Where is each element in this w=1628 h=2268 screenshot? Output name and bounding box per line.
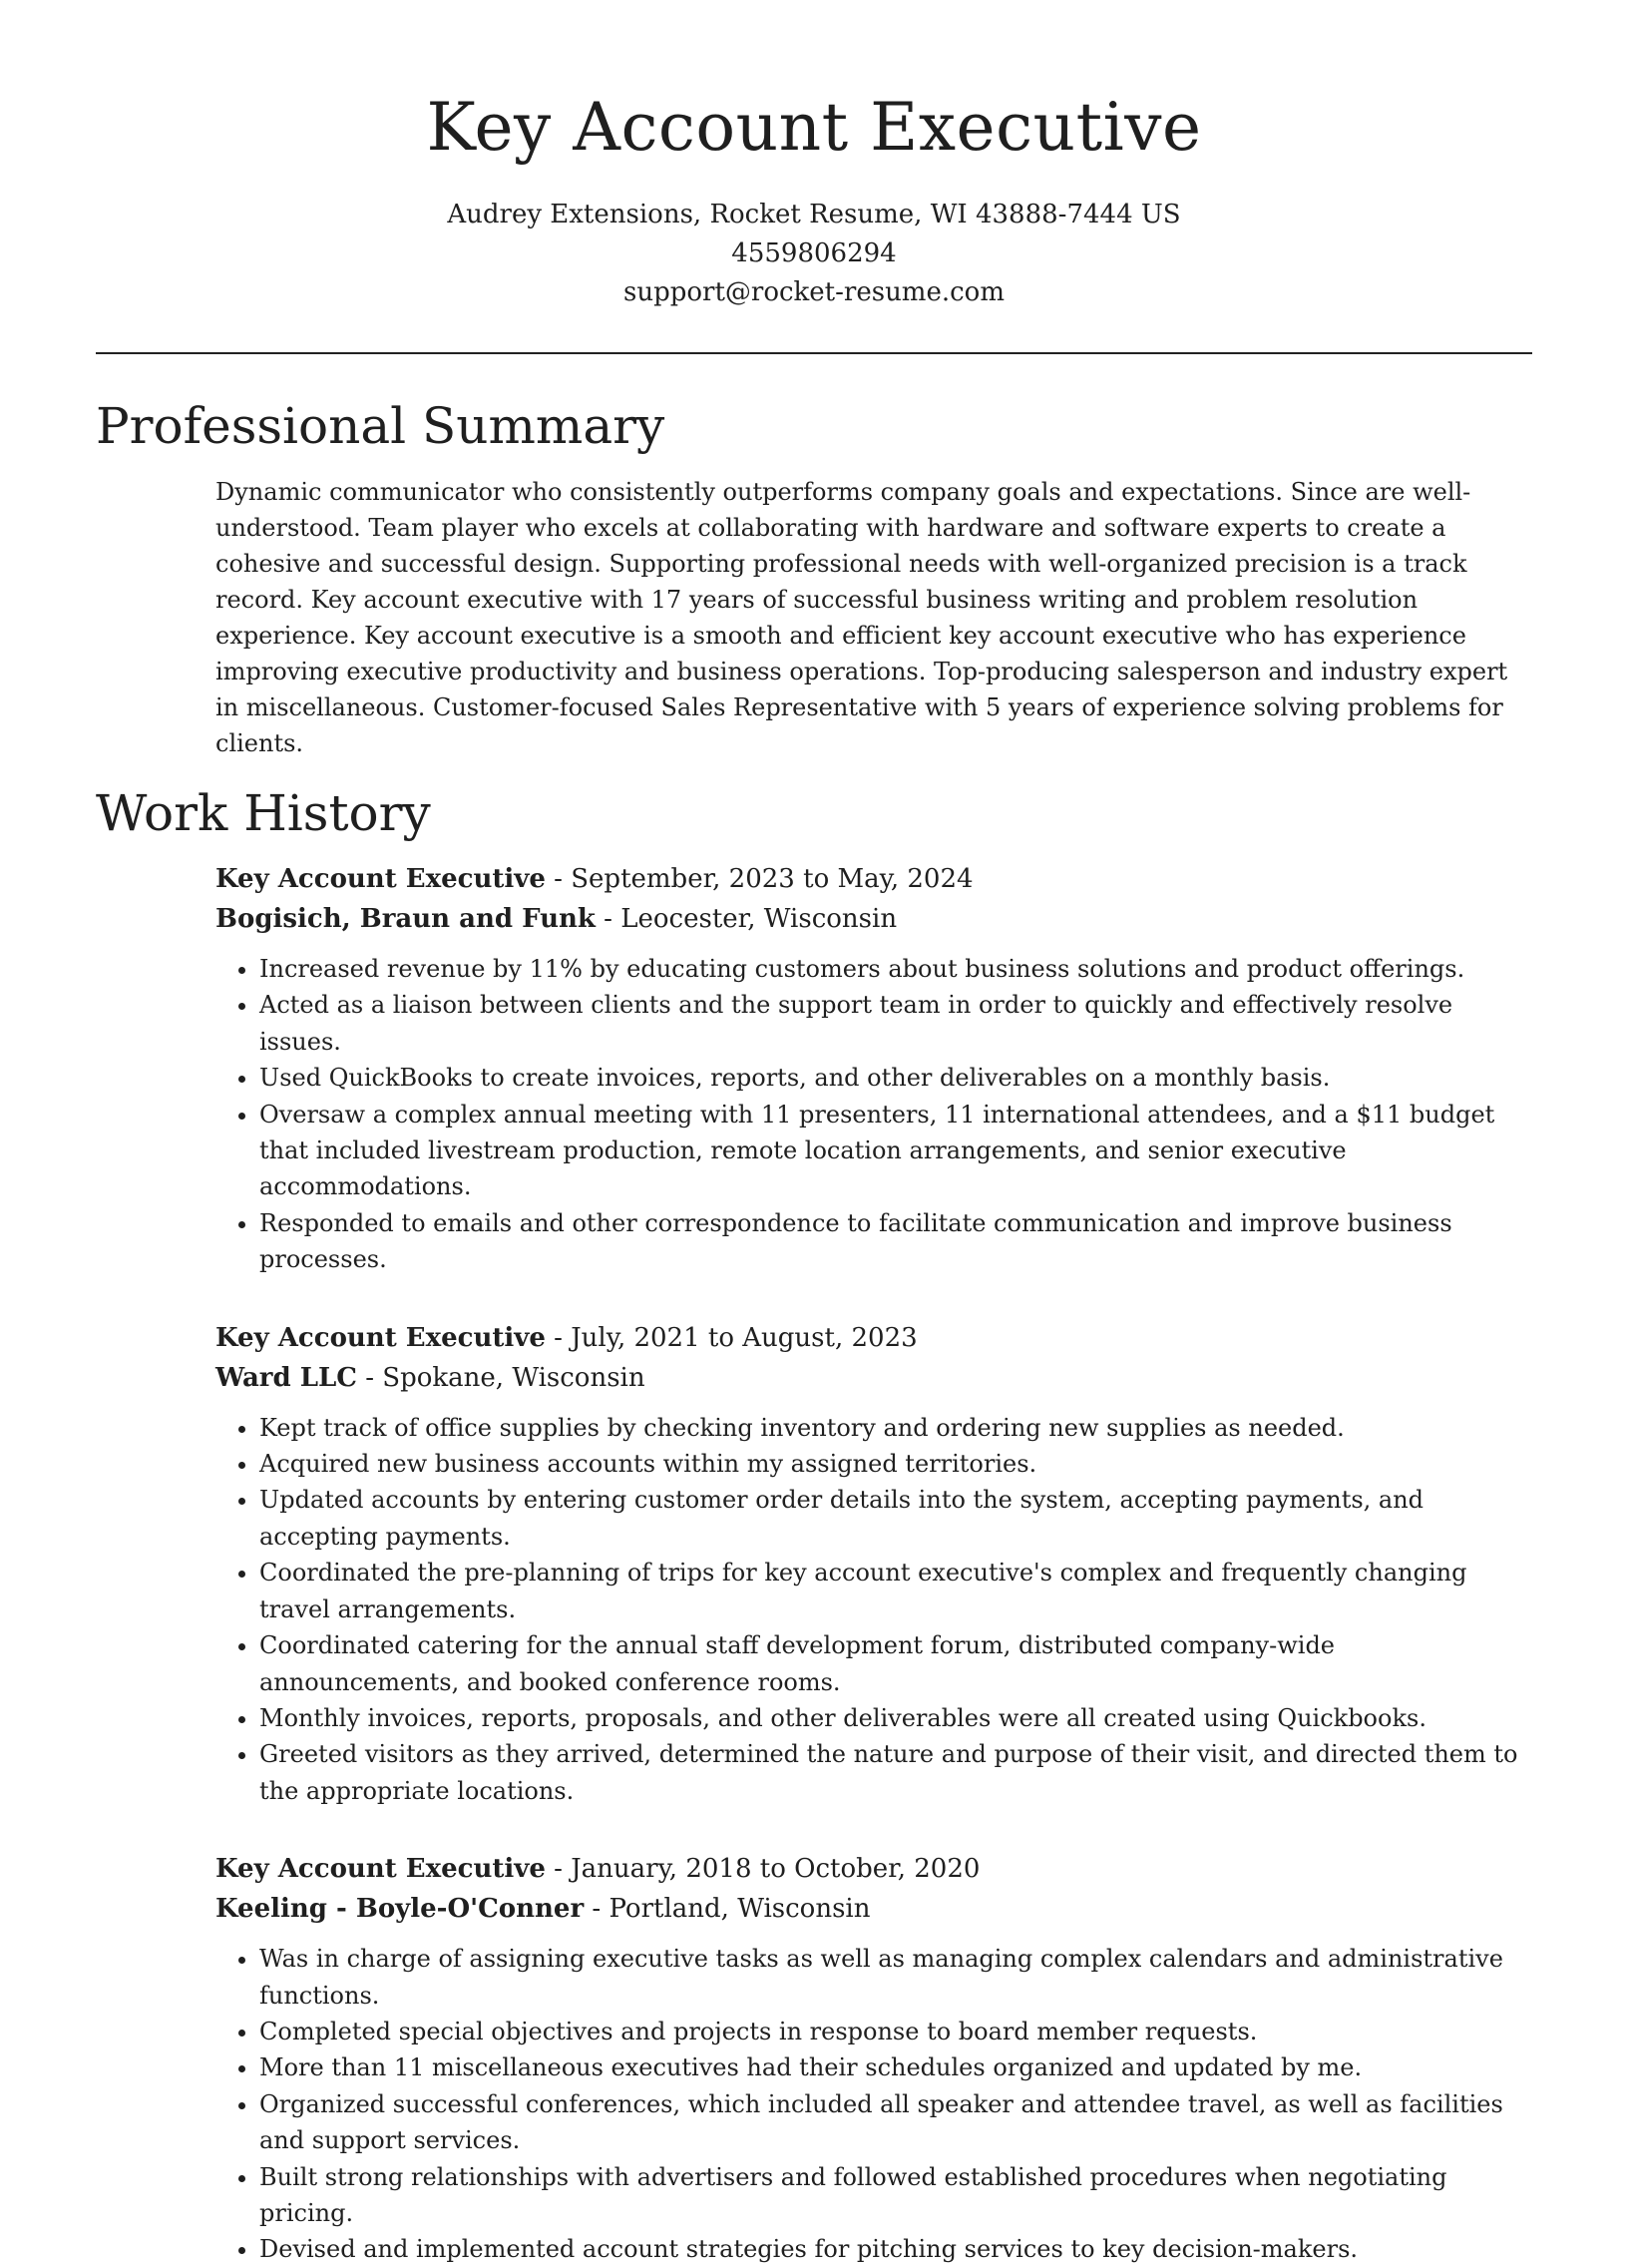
job-title-line [215, 1849, 1532, 1889]
job-location: - Leocester, Wisconsin [595, 904, 898, 934]
contact-email: support@rocket-resume.com [622, 277, 1005, 307]
job-bullets [215, 1941, 1532, 2268]
list-item: • Monthly invoices, reports, proposals, and other deliverables were all created using Quickbooks. [259, 1700, 1532, 1736]
job-entry [215, 859, 1532, 1278]
job-dates: - January, 2018 to October, 2020 [545, 1854, 981, 1885]
resume-page [96, 0, 1532, 2268]
job-company: Keeling - Boyle-O'Conner [215, 1894, 585, 1925]
job-title-line [215, 859, 1532, 899]
job-dates: - September, 2023 to May, 2024 [545, 864, 974, 894]
job-company-line [215, 1358, 1532, 1398]
job-location: - Spokane, Wisconsin [356, 1362, 645, 1393]
list-item: • Oversaw a complex annual meeting with 11 presenters, 11 international attendees, and a $11 budget that included livestream production, remote location arrangements, and senior executive accommodations. [259, 1097, 1532, 1205]
summary-text: Dynamic communicator who consistently outperforms company goals and expectations. Since are well-understood. Team player who excels at collaborating with hardware and software experts to create a cohesive and successful design. Supporting professional needs with well-organized precision is a track record. Key account executive with 17 years of successful business writing and problem resolution experience. Key account executive is a smooth and efficient key account executive who has experience improving executive productivity and business operations. Top-producing salesperson and industry expert in miscellaneous. Customer-focused Sales Representative with 5 years of experience solving problems for clients. [215, 478, 1508, 757]
job-entry [215, 1318, 1532, 1809]
job-company: Ward LLC [215, 1362, 357, 1393]
job-company-line [215, 899, 1532, 939]
list-item: • Greeted visitors as they arrived, determined the nature and purpose of their visit, and directed them to the appropriate locations. [259, 1736, 1532, 1809]
job-company: Bogisich, Braun and Funk [215, 904, 596, 934]
contact-block [96, 196, 1532, 312]
list-item: • Devised and implemented account strategies for pitching services to key decision-makers. [259, 2231, 1532, 2267]
list-item: • Acquired new business accounts within my assigned territories. [259, 1446, 1532, 1482]
summary-section [96, 396, 1532, 761]
job-bullets [215, 951, 1532, 1278]
contact-address: Audrey Extensions, Rocket Resume, WI 43888-7444 US [447, 200, 1181, 229]
summary-heading: Professional Summary [96, 397, 665, 455]
list-item: • Completed special objectives and projects in response to board member requests. [259, 2014, 1532, 2049]
job-title: Key Account Executive [215, 1854, 546, 1885]
job-title-line [215, 1318, 1532, 1358]
job-entry [215, 1849, 1532, 2268]
list-item: • Increased revenue by 11% by educating customers about business solutions and product offerings. [259, 951, 1532, 987]
list-item: • More than 11 miscellaneous executives had their schedules organized and updated by me. [259, 2049, 1532, 2085]
header-divider [96, 352, 1532, 354]
list-item: • Used QuickBooks to create invoices, reports, and other deliverables on a monthly basis. [259, 1060, 1532, 1096]
job-bullets [215, 1410, 1532, 1809]
list-item: • Coordinated catering for the annual staff development forum, distributed company-wide announcements, and booked conference rooms. [259, 1627, 1532, 1700]
list-item: • Updated accounts by entering customer order details into the system, accepting payments, and accepting payments. [259, 1482, 1532, 1555]
list-item: • Built strong relationships with advertisers and followed established procedures when negotiating pricing. [259, 2159, 1532, 2232]
list-item: • Was in charge of assigning executive tasks as well as managing complex calendars and administrative functions. [259, 1941, 1532, 2014]
job-title: Key Account Executive [215, 864, 546, 894]
list-item: • Responded to emails and other correspondence to facilitate communication and improve business processes. [259, 1205, 1532, 1278]
list-item: • Organized successful conferences, which included all speaker and attendee travel, as well as facilities and support services. [259, 2086, 1532, 2159]
list-item: • Kept track of office supplies by checking inventory and ordering new supplies as needed. [259, 1410, 1532, 1446]
job-location: - Portland, Wisconsin [584, 1894, 871, 1925]
job-dates: - July, 2021 to August, 2023 [545, 1322, 918, 1353]
job-title: Key Account Executive [215, 1322, 546, 1353]
contact-phone: 4559806294 [731, 238, 897, 268]
list-item: • Coordinated the pre-planning of trips for key account executive's complex and frequently changing travel arrangements. [259, 1555, 1532, 1627]
resume-header [96, 0, 1532, 312]
work-history-heading: Work History [96, 784, 431, 842]
list-item: • Acted as a liaison between clients and the support team in order to quickly and effectively resolve issues. [259, 987, 1532, 1060]
work-history-section [96, 783, 1532, 2268]
resume-name: Key Account Executive [426, 89, 1202, 166]
job-company-line [215, 1889, 1532, 1929]
